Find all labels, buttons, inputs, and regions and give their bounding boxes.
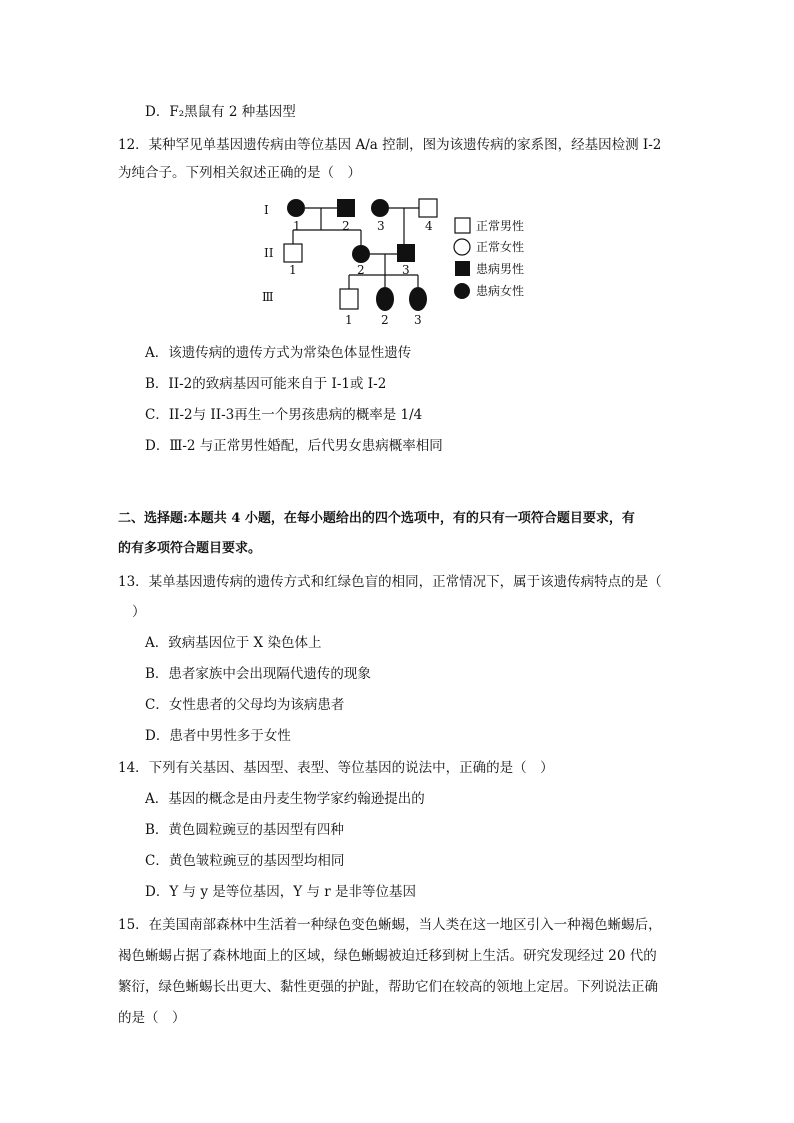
q13-stem-line2: ） <box>132 604 146 620</box>
member-label: 2 <box>342 219 350 233</box>
member-II-3 <box>397 244 415 262</box>
member-I-2 <box>337 199 355 217</box>
section-heading: 二、选择题:本题共 4 小题，在每小题给出的四个选项中，有的只有一项符合题目要求，有 <box>118 511 635 526</box>
legend-label: 患病女性 <box>476 284 525 298</box>
q13-stem-line1: 13．某单基因遗传病的遗传方式和红绿色盲的相同，正常情况下，属于该遗传病特点的是（ <box>118 574 662 590</box>
q13-option-c: C．女性患者的父母均为该病患者 <box>145 697 345 713</box>
member-label: 3 <box>377 219 385 233</box>
q15-stem-line2: 褐色蜥蜴占据了森林地面上的区域，绿色蜥蜴被迫迁移到树上生活。研究发现经过 20 代的 <box>118 948 657 964</box>
q12-stem-line1: 12．某种罕见单基因遗传病由等位基因 A/a 控制，图为该遗传病的家系图，经基因检测 I-2 <box>118 137 662 153</box>
member-label: 2 <box>357 263 365 277</box>
member-II-1 <box>284 244 302 262</box>
member-III-1 <box>340 289 358 309</box>
member-III-3 <box>409 287 427 311</box>
member-label: 1 <box>293 219 301 233</box>
member-I-1 <box>287 199 305 217</box>
q14-option-b: B．黄色圆粒豌豆的基因型有四种 <box>145 822 344 838</box>
q12-stem-line2: 为纯合子。下列相关叙述正确的是（ ） <box>118 165 361 181</box>
member-label: 4 <box>425 219 433 233</box>
legend-label: 患病男性 <box>476 262 525 276</box>
legend-normal-female-icon <box>454 239 470 255</box>
member-label: 1 <box>345 313 353 327</box>
q14-option-a: A．基因的概念是由丹麦生物学家约翰逊提出的 <box>145 791 425 807</box>
q13-option-a: A．致病基因位于 X 染色体上 <box>145 635 322 651</box>
member-I-3 <box>371 199 389 217</box>
q12-option-d: D．Ⅲ-2 与正常男性婚配，后代男女患病概率相同 <box>145 438 443 454</box>
q15-stem-line3: 繁衍，绿色蜥蜴长出更大、黏性更强的护趾，帮助它们在较高的领地上定居。下列说法正确 <box>118 979 658 995</box>
q15-stem-line1: 15．在美国南部森林中生活着一种绿色变色蜥蜴，当人类在这一地区引入一种褐色蜥蜴后， <box>118 917 662 933</box>
member-III-2 <box>376 287 394 311</box>
legend-normal-male-icon <box>455 218 470 233</box>
legend-label: 正常男性 <box>476 219 525 233</box>
member-II-2 <box>352 245 370 263</box>
q15-stem-line4: 的是（ ） <box>118 1010 186 1026</box>
member-label: 1 <box>289 263 297 277</box>
q12-option-c: C．II-2与 II-3再生一个男孩患病的概率是 1/4 <box>145 407 423 423</box>
section-heading-cont: 的有多项符合题目要求。 <box>118 541 262 556</box>
generation-label: II <box>264 246 274 260</box>
generation-label: I <box>264 203 269 217</box>
member-label: 3 <box>414 313 422 327</box>
legend-affected-female-icon <box>454 283 470 299</box>
q13-option-d: D．患者中男性多于女性 <box>145 728 291 744</box>
member-label: 3 <box>402 263 410 277</box>
pedigree-chart <box>255 190 545 330</box>
generation-label: Ⅲ <box>262 290 274 304</box>
q14-stem: 14．下列有关基因、基因型、表型、等位基因的说法中，正确的是（ ） <box>118 760 554 776</box>
q12-option-b: B．II-2的致病基因可能来自于 I-1或 I-2 <box>145 376 387 392</box>
member-I-4 <box>419 199 437 217</box>
legend-label: 正常女性 <box>476 240 525 254</box>
q11-option-d: D．F₂黑鼠有 2 种基因型 <box>145 104 296 120</box>
legend-affected-male-icon <box>455 261 470 276</box>
member-label: 2 <box>381 313 389 327</box>
q13-option-b: B．患者家族中会出现隔代遗传的现象 <box>145 666 371 682</box>
q14-option-d: D．Y 与 y 是等位基因，Y 与 r 是非等位基因 <box>145 884 416 900</box>
q12-option-a: A．该遗传病的遗传方式为常染色体显性遗传 <box>145 345 412 361</box>
q14-option-c: C．黄色皱粒豌豆的基因型均相同 <box>145 853 345 869</box>
